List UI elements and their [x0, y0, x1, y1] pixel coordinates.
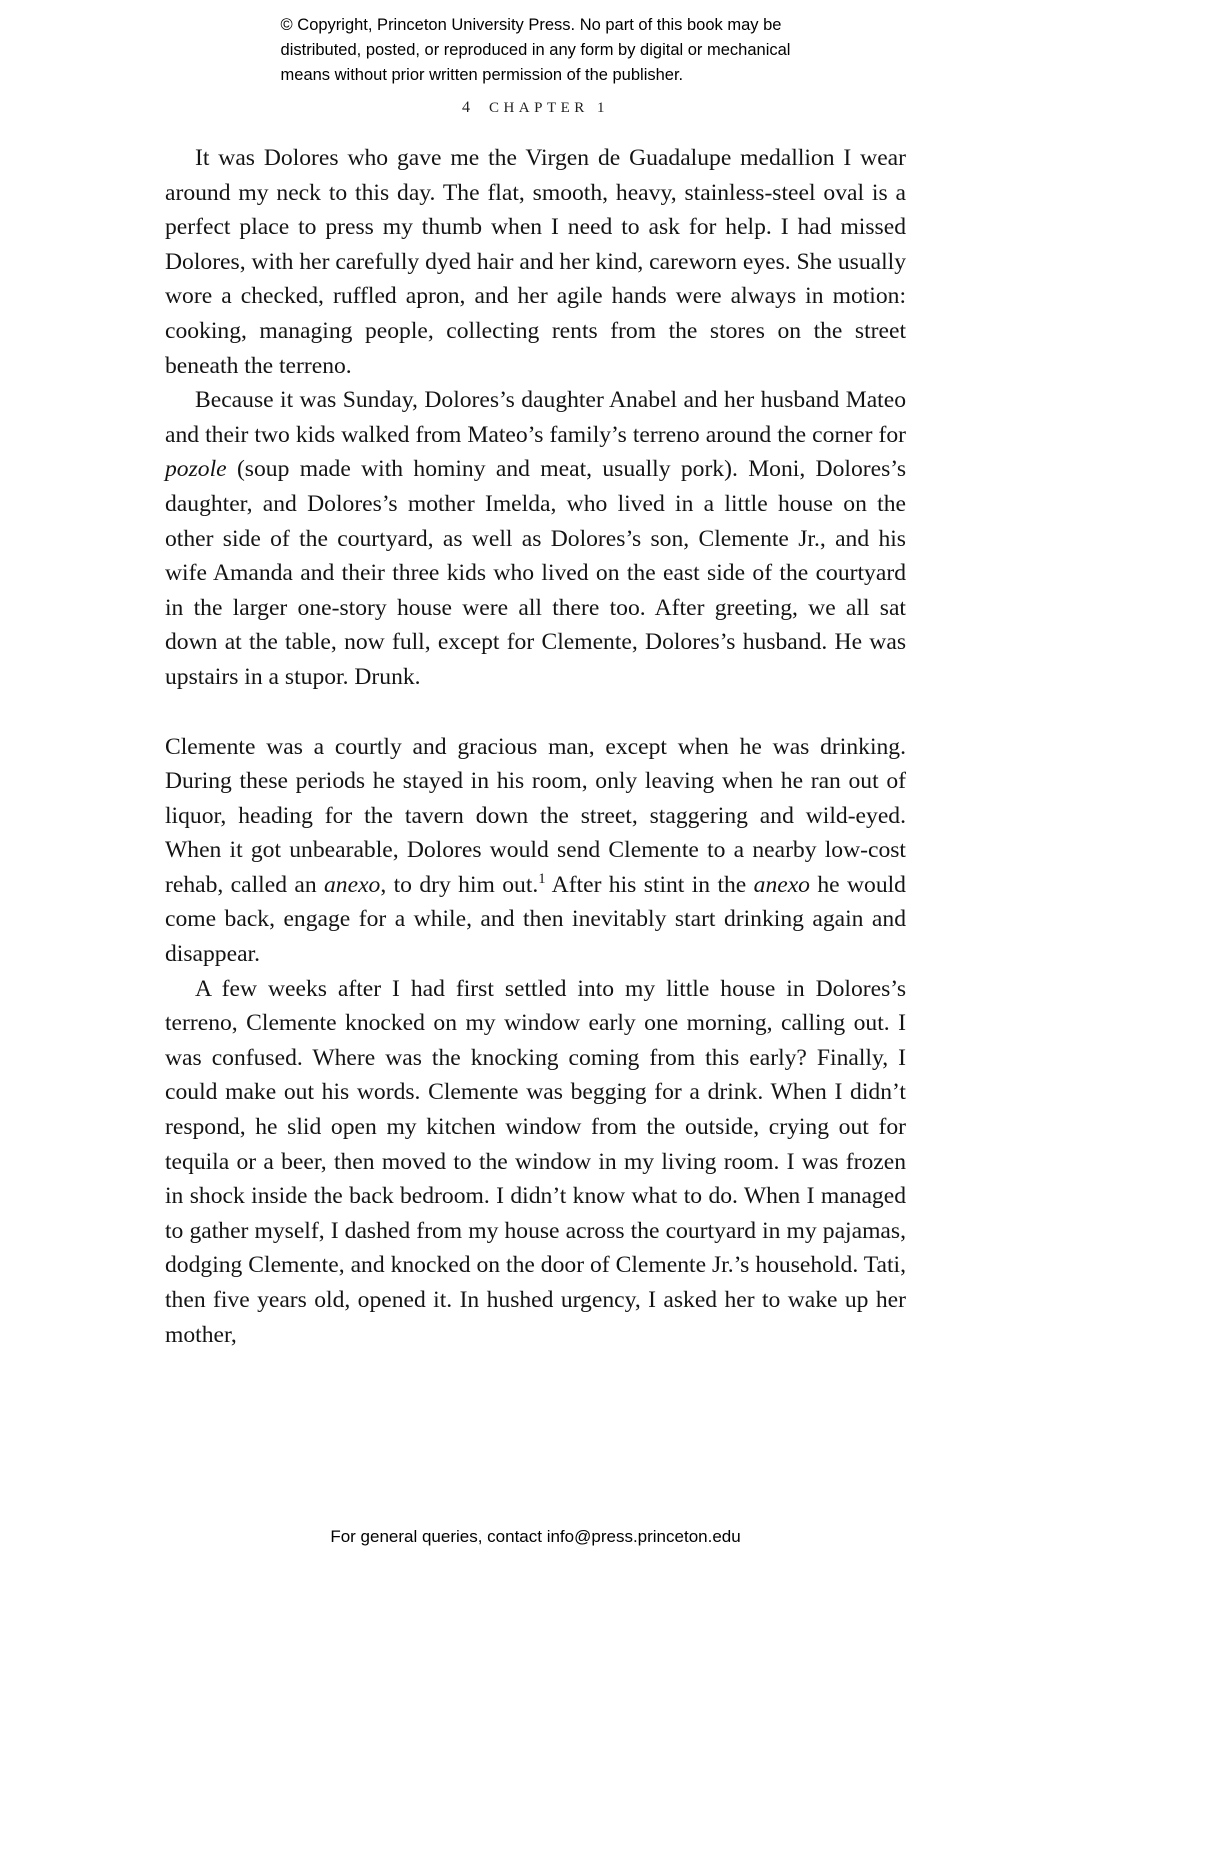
paragraph	[165, 383, 906, 694]
text-run: Because it was Sunday, Dolores’s daughter Anabel and her husband Mateo and their two kids walked from Mateo’s family’s terreno around the corner for	[165, 387, 906, 448]
copyright-line: means without prior written permission of the publisher.	[280, 66, 684, 84]
running-head	[165, 99, 906, 117]
copyright-notice	[165, 13, 906, 88]
text-run: he would come back, engage for a while, and then inevitably start drinking again and disappear.	[165, 871, 906, 968]
text-run: A few weeks after I had first settled into my little house in Dolores’s terreno, Clemente knocked on my window early one morning, calling out. I was confused. Where was the knocking coming from this early? Finally, I could make out his words. Clemente was begging for a drink. When I didn’t respond, he slid open my kitchen window from the outside, crying out for tequila or a beer, then moved to the window in my living room. I was frozen in shock inside the back bedroom. I didn’t know what to do. When I managed to gather myself, I dashed from my house across the courtyard in my pajamas, dodging Clemente, and knocked on the door of Clemente Jr.’s household. Tati, then five years old, opened it. In hushed urgency, I asked her to wake up her mother,	[165, 975, 906, 1348]
paragraph	[165, 730, 906, 972]
copyright-line: distributed, posted, or reproduced in any form by digital or mechanical	[280, 41, 791, 59]
body-paragraphs	[165, 141, 906, 1352]
page-number: 4	[461, 99, 471, 116]
italic-term: anexo	[753, 871, 810, 898]
text-run: (soup made with hominy and meat, usually pork). Moni, Dolores’s daughter, and Dolores’s mother Imelda, who lived in a little house on the other side of the courtyard, as well as Dolores’s son, Clemente Jr., and his wife Amanda and their three kids who lived on the east side of the courtyard in the larger one-story house were all there too. After greeting, we all sat down at the table, now full, except for Clemente, Dolores’s husband. He was upstairs in a stupor. Drunk.	[165, 456, 906, 690]
text-run: After his stint in the	[545, 871, 754, 898]
footnote-ref: 1	[538, 871, 546, 888]
italic-term: pozole	[165, 456, 227, 483]
chapter-label: CHAPTER 1	[488, 100, 610, 116]
italic-term: anexo	[324, 871, 381, 898]
footer-query-line: For general queries, contact info@press.princeton.edu	[330, 1527, 741, 1546]
copyright-notice-block	[281, 13, 791, 88]
text-run: It was Dolores who gave me the Virgen de Guadalupe medallion I wear around my neck to this day. The flat, smooth, heavy, stainless-steel oval is a perfect place to press my thumb when I need to ask for help. I had missed Dolores, with her carefully dyed hair and her kind, careworn eyes. She usually wore a checked, ruffled apron, and her agile hands were always in motion: cooking, managing people, collecting rents from the stores on the street beneath the terreno.	[165, 145, 906, 379]
paragraph	[165, 972, 906, 1353]
text-run: Clemente was a courtly and gracious man, except when he was drinking. During these periods he stayed in his room, only leaving when he ran out of liquor, heading for the tavern down the street, staggering and wild-eyed. When it got unbearable, Dolores would send Clemente to a nearby low-cost rehab, called an	[165, 733, 906, 898]
paragraph	[165, 141, 906, 383]
text-run: , to dry him out.	[380, 871, 539, 898]
copyright-line: © Copyright, Princeton University Press. No part of this book may be	[280, 16, 782, 34]
